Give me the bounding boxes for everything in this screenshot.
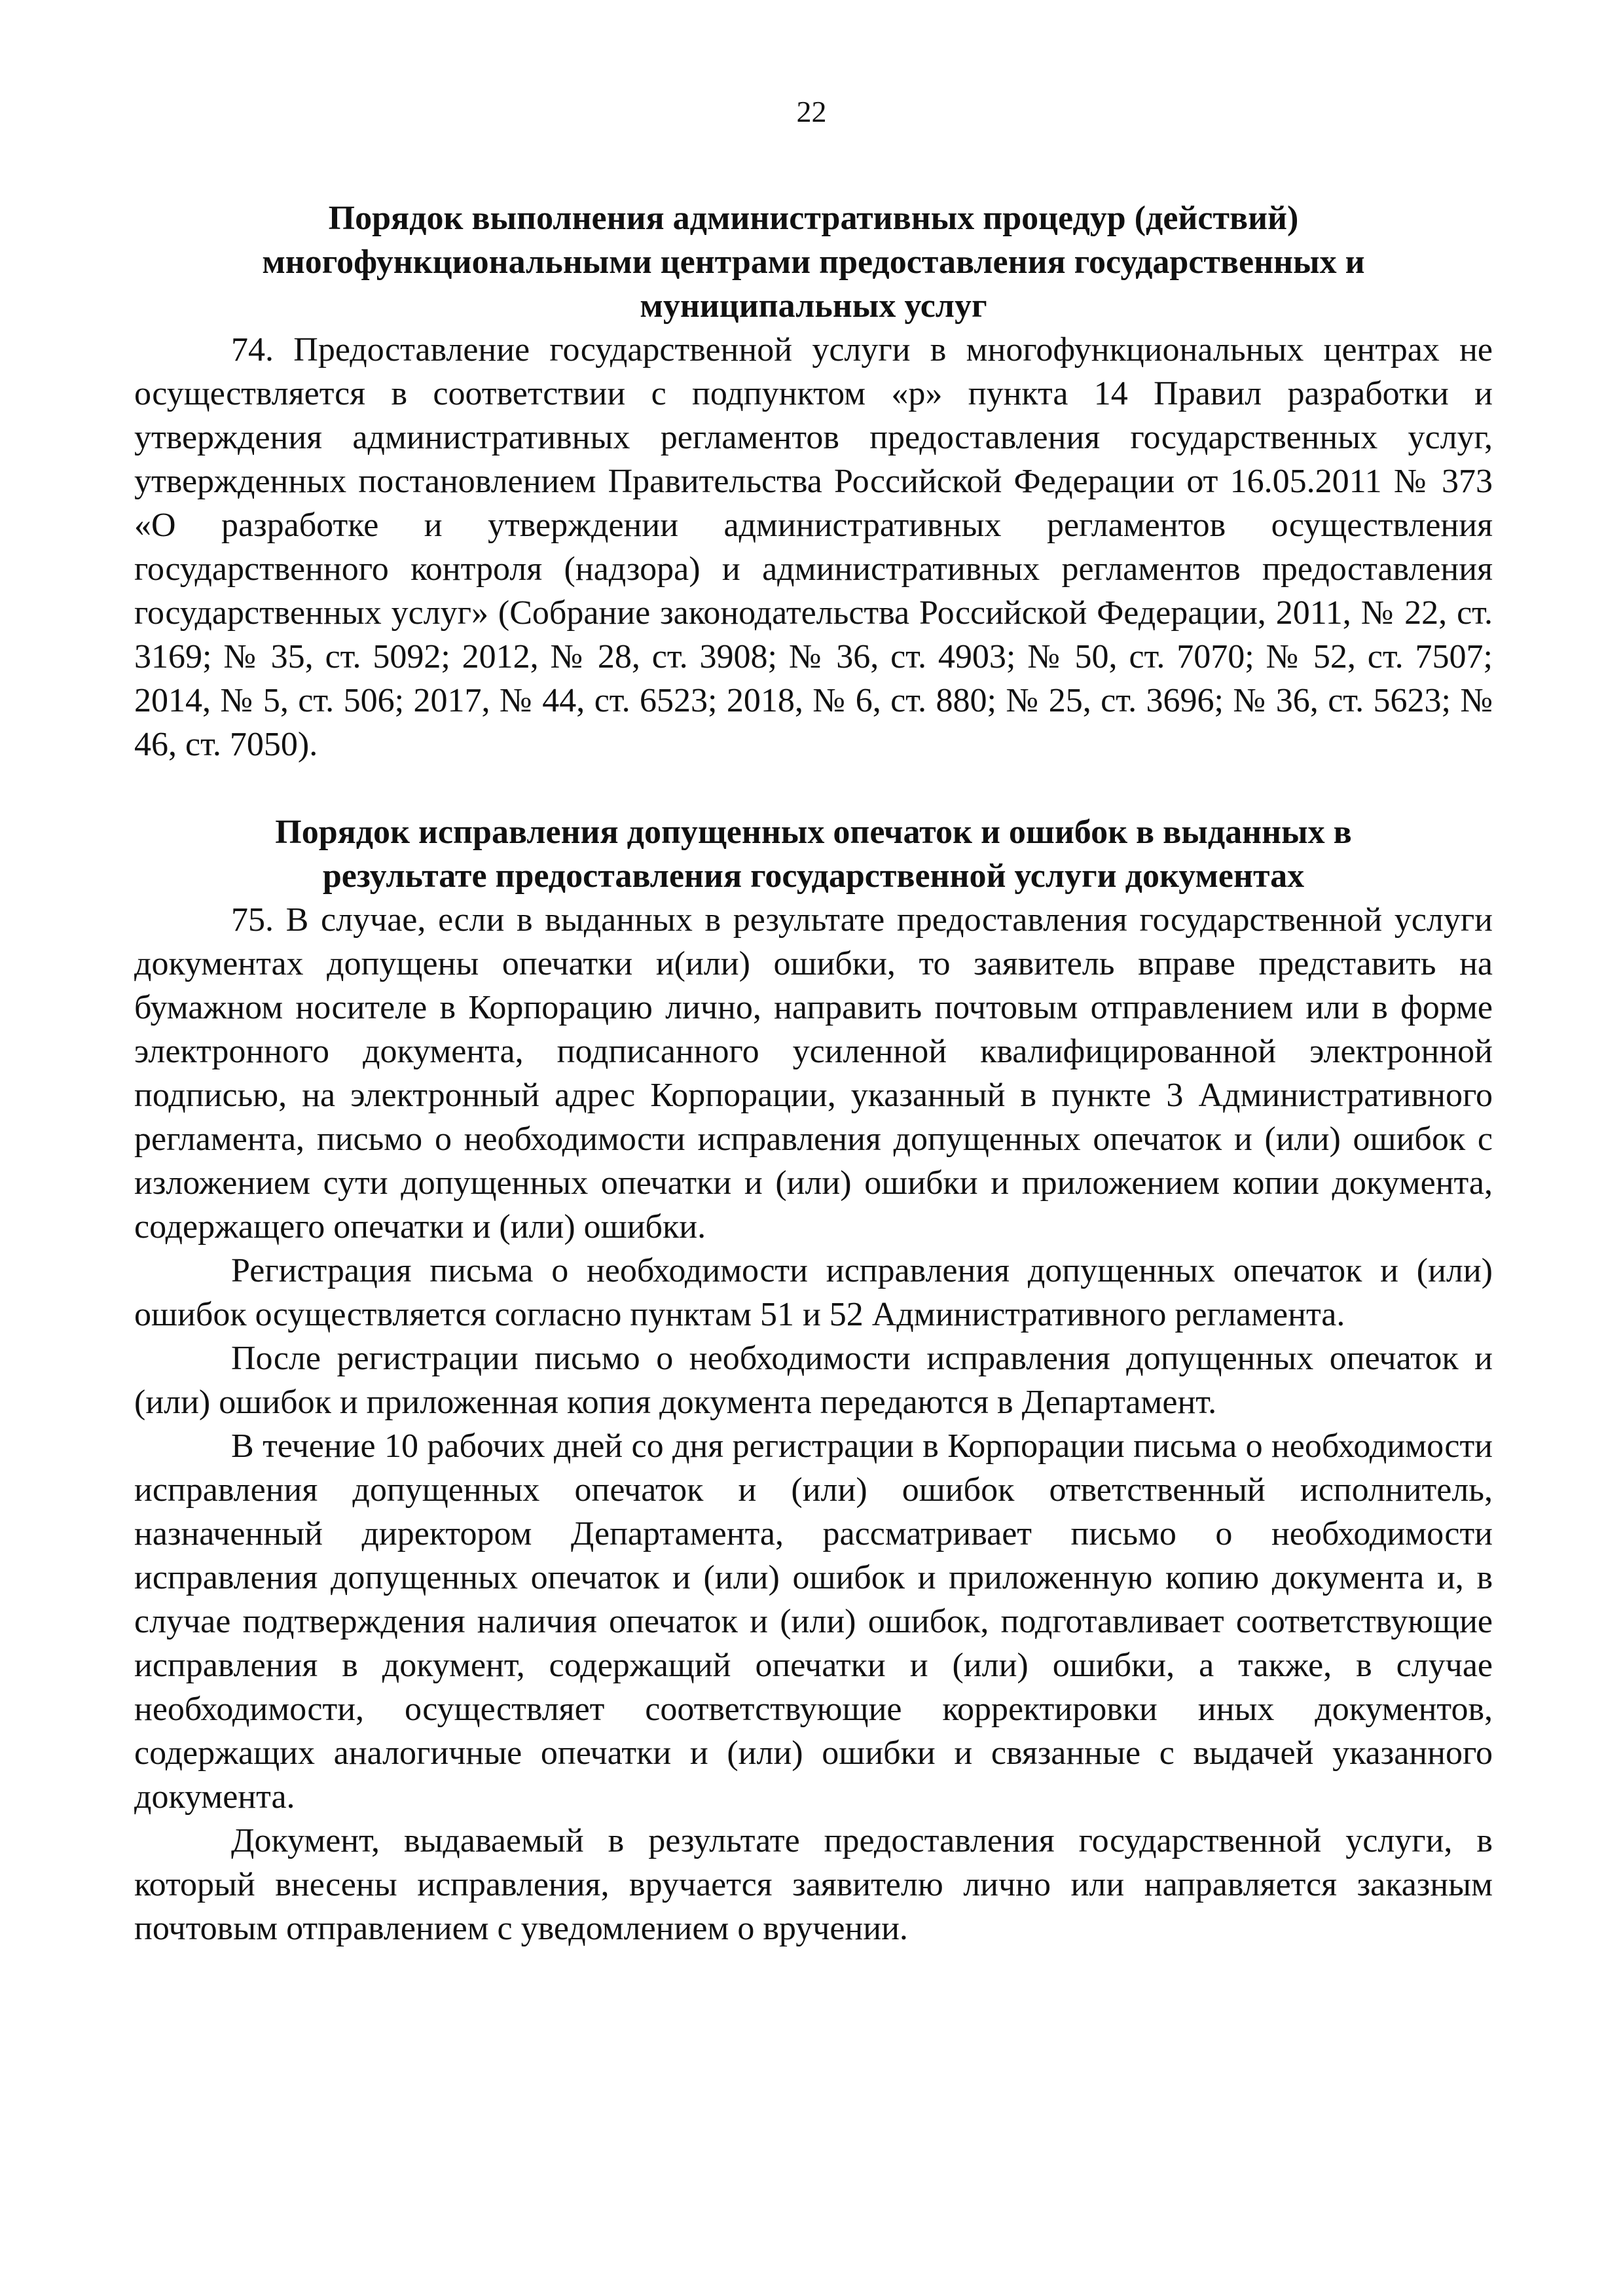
paragraph-transfer: После регистрации письмо о необходимости исправления допущенных опечаток и (или) ошибок и приложенная копия документа передаются в Департамент. [134, 1340, 1493, 1421]
paragraph-74: 74. Предоставление государственной услуги в многофункциональных центрах не осуществляется в соответствии с подпунктом «р» пункта 14 Правил разработки и утверждения административных регламентов предоставления государственных услуг, утвержденных постановлением Правительства Российской Федерации от 16.05.2011 № 373 «О разработке и утверждении административных регламентов осуществления государственного контроля (надзора) и административных регламентов предоставления государственных услуг» (Собрание законодательства Российской Федерации, 2011, № 22, ст. 3169; № 35, ст. 5092; 2012, № 28, ст. 3908; № 36, ст. 4903; № 50, ст. 7070; № 52, ст. 7507; 2014, № 5, ст. 506; 2017, № 44, ст. 6523; 2018, № 6, ст. 880; № 25, ст. 3696; № 36, ст. 5623; № 46, ст. 7050). [134, 331, 1493, 763]
heading-line: многофункциональными центрами предоставления государственных и [262, 243, 1365, 281]
heading-line: Порядок исправления допущенных опечаток и ошибок в выданных в [275, 814, 1352, 851]
paragraph-review: В течение 10 рабочих дней со дня регистрации в Корпорации письма о необходимости исправления допущенных опечаток и (или) ошибок ответственный исполнитель, назначенный директором Департамента, рассматривает письмо о необходимости исправления допущенных опечаток и (или) ошибок и приложенную копию документа и, в случае подтверждения наличия опечаток и (или) ошибок, подготавливает соответствующие исправления в документ, содержащий опечатки и (или) ошибки, а также, в случае необходимости, осуществляет соответствующие корректировки иных документов, содержащих аналогичные опечатки и (или) ошибки и связанные с выдачей указанного документа. [134, 1427, 1493, 1816]
paragraph-75: 75. В случае, если в выданных в результате предоставления государственной услуги документах допущены опечатки и(или) ошибки, то заявитель вправе представить на бумажном носителе в Корпорацию лично, направить почтовым отправлением или в форме электронного документа, подписанного усиленной квалифицированной электронной подписью, на электронный адрес Корпорации, указанный в пункте 3 Административного регламента, письмо о необходимости исправления допущенных опечаток и (или) ошибок с изложением сути допущенных опечатки и (или) ошибки и приложением копии документа, содержащего опечатки и (или) ошибки. [134, 901, 1493, 1246]
heading-line: муниципальных услуг [640, 287, 987, 325]
paragraph-delivery: Документ, выдаваемый в результате предоставления государственной услуги, в который внесены исправления, вручается заявителю лично или направляется заказным почтовым отправлением с уведомлением о вручении. [134, 1822, 1493, 1947]
heading-line: Порядок выполнения административных процедур (действий) [328, 200, 1299, 237]
document-body [134, 196, 1493, 1950]
heading-line: результате предоставления государственной услуги документах [322, 857, 1305, 895]
paragraph-registration: Регистрация письма о необходимости исправления допущенных опечаток и (или) ошибок осуществляется согласно пунктам 51 и 52 Административного регламента. [134, 1252, 1493, 1333]
section-heading-mfc [134, 196, 1493, 328]
page-number: 22 [796, 95, 827, 128]
section-divider-space [134, 766, 1493, 810]
section-heading-corrections [134, 810, 1493, 898]
